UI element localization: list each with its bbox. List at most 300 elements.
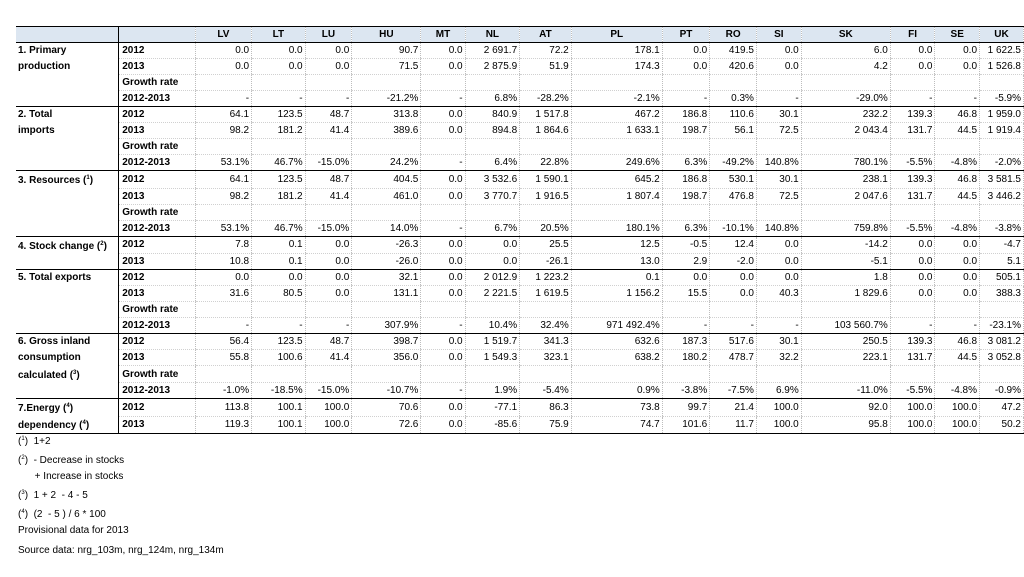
- cell-lt: 123.5: [252, 334, 306, 350]
- table-row: [16, 416, 1024, 434]
- table-row: [16, 171, 1024, 189]
- cell-si: [756, 366, 801, 383]
- cell-fi: 139.3: [890, 171, 935, 189]
- cell-lu: 48.7: [305, 107, 352, 123]
- cell-hu: [352, 366, 421, 383]
- cell-lu: [305, 75, 352, 91]
- cell-ro: [710, 366, 757, 383]
- cell-lv: 0.0: [195, 43, 251, 59]
- cell-pt: 198.7: [662, 123, 710, 139]
- cell-ro: 11.7: [710, 416, 757, 434]
- cell-at: 341.3: [520, 334, 572, 350]
- row-label: [16, 59, 119, 75]
- cell-nl: 10.4%: [465, 318, 520, 334]
- cell-fi: 0.0: [890, 286, 935, 302]
- cell-pl: 632.6: [571, 334, 662, 350]
- cell-fi: 131.7: [890, 350, 935, 366]
- row-label: [16, 155, 119, 171]
- cell-nl: 2 221.5: [465, 286, 520, 302]
- cell-si: [756, 204, 801, 220]
- cell-hu: 404.5: [352, 171, 421, 189]
- row-label: [16, 107, 119, 123]
- column-header-lt: LT: [252, 27, 306, 43]
- cell-fi: 0.0: [890, 59, 935, 75]
- cell-sk: 250.5: [801, 334, 890, 350]
- table-row: [16, 334, 1024, 350]
- cell-lt: 181.2: [252, 188, 306, 204]
- cell-hu: -10.7%: [352, 383, 421, 399]
- cell-nl: -77.1: [465, 399, 520, 417]
- cell-si: 0.0: [756, 270, 801, 286]
- cell-pt: [662, 302, 710, 318]
- cell-lv: 7.8: [195, 236, 251, 254]
- cell-at: 86.3: [520, 399, 572, 417]
- cell-lt: 181.2: [252, 123, 306, 139]
- cell-mt: -: [421, 383, 465, 399]
- cell-sk: [801, 302, 890, 318]
- cell-se: [935, 302, 980, 318]
- cell-fi: 139.3: [890, 107, 935, 123]
- footnote: ($^3$) 1 + 2 - 4 - 5: [18, 490, 88, 501]
- footnote-text: 1 + 2 - 4 - 5: [33, 490, 88, 501]
- column-header-fi: FI: [890, 27, 935, 43]
- cell-fi: 0.0: [890, 43, 935, 59]
- table-row: [16, 270, 1024, 286]
- footnote-text: + Increase in stocks: [34, 471, 124, 482]
- cell-uk: 1 959.0: [980, 107, 1024, 123]
- cell-si: -: [756, 91, 801, 107]
- cell-lv: [195, 139, 251, 155]
- cell-lt: [252, 302, 306, 318]
- cell-fi: [890, 366, 935, 383]
- cell-ro: 21.4: [710, 399, 757, 417]
- cell-mt: 0.0: [421, 123, 465, 139]
- cell-pt: 0.0: [662, 59, 710, 75]
- cell-at: 22.8%: [520, 155, 572, 171]
- cell-se: 0.0: [935, 254, 980, 270]
- table-row: [16, 350, 1024, 366]
- cell-ro: 420.6: [710, 59, 757, 75]
- cell-hu: 307.9%: [352, 318, 421, 334]
- cell-nl: 1 519.7: [465, 334, 520, 350]
- cell-se: -4.8%: [935, 155, 980, 171]
- cell-uk: 3 581.5: [980, 171, 1024, 189]
- cell-sk: -11.0%: [801, 383, 890, 399]
- cell-pl: 178.1: [571, 43, 662, 59]
- cell-lv: [195, 75, 251, 91]
- footnote: ($^1$) 1+2: [18, 436, 51, 447]
- cell-pl: 638.2: [571, 350, 662, 366]
- cell-mt: 0.0: [421, 171, 465, 189]
- cell-lt: 0.0: [252, 59, 306, 75]
- cell-lv: -1.0%: [195, 383, 251, 399]
- cell-si: 40.3: [756, 286, 801, 302]
- footnote-text: - Decrease in stocks: [33, 455, 125, 466]
- cell-at: -26.1: [520, 254, 572, 270]
- footnote-ref: 4: [66, 403, 70, 409]
- cell-lv: 10.8: [195, 254, 251, 270]
- cell-mt: 0.0: [421, 286, 465, 302]
- row-label: 7.Energy ($^4$): [18, 403, 74, 414]
- table-row: [16, 43, 1024, 59]
- year-label: 2013: [119, 416, 196, 434]
- cell-uk: -2.0%: [980, 155, 1024, 171]
- cell-se: 0.0: [935, 59, 980, 75]
- footnote-marker: 4: [21, 509, 25, 515]
- cell-se: 46.8: [935, 334, 980, 350]
- cell-nl: 2 875.9: [465, 59, 520, 75]
- footnote-ref: 4: [82, 420, 86, 426]
- cell-mt: [421, 366, 465, 383]
- cell-lu: -: [305, 318, 352, 334]
- source-note: Source data: nrg_103m, nrg_124m, nrg_134m: [18, 545, 224, 556]
- footnote: [18, 523, 129, 539]
- row-label: [16, 254, 119, 270]
- cell-lv: 98.2: [195, 188, 251, 204]
- cell-ro: 56.1: [710, 123, 757, 139]
- cell-nl: 0.0: [465, 254, 520, 270]
- cell-sk: 1 829.6: [801, 286, 890, 302]
- cell-pt: 180.2: [662, 350, 710, 366]
- cell-si: [756, 139, 801, 155]
- cell-nl: 6.8%: [465, 91, 520, 107]
- cell-hu: 14.0%: [352, 220, 421, 236]
- cell-lv: 56.4: [195, 334, 251, 350]
- cell-lu: 0.0: [305, 254, 352, 270]
- cell-at: 323.1: [520, 350, 572, 366]
- cell-sk: 232.2: [801, 107, 890, 123]
- cell-sk: 759.8%: [801, 220, 890, 236]
- cell-lt: 123.5: [252, 171, 306, 189]
- cell-se: -4.8%: [935, 220, 980, 236]
- table-row: [16, 75, 1024, 91]
- cell-lu: 0.0: [305, 286, 352, 302]
- column-header-se: SE: [935, 27, 980, 43]
- cell-nl: 6.4%: [465, 155, 520, 171]
- cell-uk: [980, 302, 1024, 318]
- cell-lt: 46.7%: [252, 220, 306, 236]
- cell-pt: -3.8%: [662, 383, 710, 399]
- cell-at: -5.4%: [520, 383, 572, 399]
- cell-at: 72.2: [520, 43, 572, 59]
- cell-pt: 2.9: [662, 254, 710, 270]
- year-label: 2012-2013: [119, 383, 196, 399]
- cell-pl: [571, 139, 662, 155]
- table-row: [16, 236, 1024, 254]
- cell-mt: 0.0: [421, 254, 465, 270]
- cell-pt: [662, 204, 710, 220]
- row-label-text: 2. Total: [18, 109, 53, 121]
- cell-si: 0.0: [756, 59, 801, 75]
- cell-lu: 41.4: [305, 188, 352, 204]
- cell-at: 1 223.2: [520, 270, 572, 286]
- table-row: [16, 383, 1024, 399]
- cell-fi: [890, 139, 935, 155]
- row-label: [16, 383, 119, 399]
- cell-at: [520, 366, 572, 383]
- cell-lu: 48.7: [305, 171, 352, 189]
- cell-ro: [710, 75, 757, 91]
- cell-pl: -2.1%: [571, 91, 662, 107]
- cell-uk: 505.1: [980, 270, 1024, 286]
- cell-at: 1 916.5: [520, 188, 572, 204]
- cell-ro: -10.1%: [710, 220, 757, 236]
- footnote-text: 1+2: [33, 436, 51, 447]
- cell-hu: -21.2%: [352, 91, 421, 107]
- cell-lt: 46.7%: [252, 155, 306, 171]
- cell-sk: 238.1: [801, 171, 890, 189]
- cell-pt: 6.3%: [662, 155, 710, 171]
- row-label: [16, 91, 119, 107]
- cell-se: [935, 366, 980, 383]
- row-label-text: 4. Stock change: [18, 240, 95, 252]
- cell-ro: 0.0: [710, 270, 757, 286]
- cell-si: -: [756, 318, 801, 334]
- cell-se: 44.5: [935, 123, 980, 139]
- table-row: [16, 107, 1024, 123]
- cell-si: 100.0: [756, 416, 801, 434]
- cell-pt: 186.8: [662, 107, 710, 123]
- cell-hu: 71.5: [352, 59, 421, 75]
- cell-uk: 388.3: [980, 286, 1024, 302]
- row-label-text: 7.Energy: [18, 403, 61, 414]
- table-row: [16, 254, 1024, 270]
- footnote-marker: 1: [21, 436, 25, 442]
- cell-lu: -15.0%: [305, 155, 352, 171]
- cell-lt: 100.1: [252, 416, 306, 434]
- cell-hu: [352, 204, 421, 220]
- cell-hu: [352, 75, 421, 91]
- table-row: [16, 399, 1024, 417]
- year-label: 2012: [119, 43, 196, 59]
- cell-at: 20.5%: [520, 220, 572, 236]
- cell-se: [935, 75, 980, 91]
- cell-uk: 1 622.5: [980, 43, 1024, 59]
- cell-nl: [465, 139, 520, 155]
- cell-at: 25.5: [520, 236, 572, 254]
- cell-lv: [195, 366, 251, 383]
- cell-lt: 0.0: [252, 270, 306, 286]
- cell-si: 0.0: [756, 236, 801, 254]
- cell-mt: [421, 204, 465, 220]
- cell-se: [935, 204, 980, 220]
- cell-ro: [710, 204, 757, 220]
- footnote-marker: 3: [21, 490, 25, 496]
- header-row: [16, 27, 1024, 43]
- cell-at: [520, 75, 572, 91]
- cell-ro: [710, 302, 757, 318]
- cell-uk: -23.1%: [980, 318, 1024, 334]
- cell-mt: -: [421, 91, 465, 107]
- cell-pt: 186.8: [662, 171, 710, 189]
- row-label: [16, 75, 119, 91]
- cell-pl: 12.5: [571, 236, 662, 254]
- year-label: Growth rate: [119, 75, 196, 91]
- cell-pl: 1 156.2: [571, 286, 662, 302]
- row-label: [16, 286, 119, 302]
- row-label: [16, 43, 119, 59]
- cell-ro: 476.8: [710, 188, 757, 204]
- cell-fi: [890, 75, 935, 91]
- row-label-text: production: [18, 61, 71, 72]
- cell-sk: 4.2: [801, 59, 890, 75]
- cell-pt: [662, 75, 710, 91]
- column-header-lv: LV: [195, 27, 251, 43]
- cell-mt: 0.0: [421, 399, 465, 417]
- cell-se: 44.5: [935, 188, 980, 204]
- cell-pl: 645.2: [571, 171, 662, 189]
- cell-nl: [465, 366, 520, 383]
- footnote: [18, 469, 129, 485]
- cell-ro: -2.0: [710, 254, 757, 270]
- cell-pt: [662, 366, 710, 383]
- cell-si: 72.5: [756, 188, 801, 204]
- cell-fi: 0.0: [890, 236, 935, 254]
- year-label: 2012: [119, 107, 196, 123]
- cell-hu: 461.0: [352, 188, 421, 204]
- cell-mt: 0.0: [421, 188, 465, 204]
- row-label-text: dependency: [18, 420, 77, 431]
- cell-at: 1 619.5: [520, 286, 572, 302]
- cell-se: 100.0: [935, 416, 980, 434]
- cell-uk: -0.9%: [980, 383, 1024, 399]
- cell-pl: 0.9%: [571, 383, 662, 399]
- cell-sk: 780.1%: [801, 155, 890, 171]
- row-label: [16, 350, 119, 366]
- column-header-uk: UK: [980, 27, 1024, 43]
- header-blank: [16, 27, 119, 43]
- column-header-at: AT: [520, 27, 572, 43]
- cell-lv: 119.3: [195, 416, 251, 434]
- cell-hu: 90.7: [352, 43, 421, 59]
- footnote-text: (2 - 5 ) / 6 * 100: [33, 509, 106, 520]
- cell-mt: 0.0: [421, 350, 465, 366]
- cell-sk: [801, 139, 890, 155]
- cell-sk: -14.2: [801, 236, 890, 254]
- cell-sk: 2 047.6: [801, 188, 890, 204]
- cell-fi: 0.0: [890, 254, 935, 270]
- year-label: 2012: [119, 171, 196, 189]
- cell-hu: 313.8: [352, 107, 421, 123]
- cell-uk: 1 919.4: [980, 123, 1024, 139]
- cell-hu: 32.1: [352, 270, 421, 286]
- year-label: 2013: [119, 254, 196, 270]
- cell-at: 1 864.6: [520, 123, 572, 139]
- cell-lv: -: [195, 91, 251, 107]
- cell-fi: -: [890, 318, 935, 334]
- cell-fi: 139.3: [890, 334, 935, 350]
- cell-lv: 53.1%: [195, 220, 251, 236]
- row-label: calculated ($^3$): [18, 369, 80, 381]
- column-header-pt: PT: [662, 27, 710, 43]
- cell-sk: [801, 75, 890, 91]
- cell-nl: 894.8: [465, 123, 520, 139]
- year-label: 2013: [119, 286, 196, 302]
- cell-uk: -3.8%: [980, 220, 1024, 236]
- cell-si: 30.1: [756, 107, 801, 123]
- cell-hu: 398.7: [352, 334, 421, 350]
- cell-lt: 80.5: [252, 286, 306, 302]
- cell-lu: 0.0: [305, 270, 352, 286]
- cell-fi: 0.0: [890, 270, 935, 286]
- footnote: ($^2$) - Decrease in stocks: [18, 455, 125, 466]
- cell-ro: -: [710, 318, 757, 334]
- cell-nl: 6.7%: [465, 220, 520, 236]
- row-label: 4. Stock change ($^2$): [18, 240, 107, 252]
- cell-ro: 110.6: [710, 107, 757, 123]
- row-label-text: imports: [18, 125, 55, 136]
- cell-ro: 517.6: [710, 334, 757, 350]
- cell-pl: 467.2: [571, 107, 662, 123]
- cell-sk: 92.0: [801, 399, 890, 417]
- cell-lu: 41.4: [305, 350, 352, 366]
- cell-at: 75.9: [520, 416, 572, 434]
- row-label-text: consumption: [18, 352, 81, 363]
- cell-uk: [980, 204, 1024, 220]
- cell-hu: [352, 302, 421, 318]
- cell-si: 0.0: [756, 254, 801, 270]
- cell-lv: 0.0: [195, 59, 251, 75]
- cell-lt: -: [252, 318, 306, 334]
- cell-uk: [980, 75, 1024, 91]
- cell-mt: 0.0: [421, 270, 465, 286]
- cell-lv: [195, 302, 251, 318]
- cell-lu: [305, 366, 352, 383]
- cell-at: [520, 139, 572, 155]
- cell-lv: 55.8: [195, 350, 251, 366]
- cell-sk: -29.0%: [801, 91, 890, 107]
- table-row: [16, 123, 1024, 139]
- cell-mt: -: [421, 220, 465, 236]
- cell-at: 1 590.1: [520, 171, 572, 189]
- cell-lu: -15.0%: [305, 383, 352, 399]
- cell-mt: -: [421, 318, 465, 334]
- cell-pt: 198.7: [662, 188, 710, 204]
- cell-hu: -26.3: [352, 236, 421, 254]
- cell-nl: 2 691.7: [465, 43, 520, 59]
- header-blank-year: [119, 27, 196, 43]
- cell-pl: 13.0: [571, 254, 662, 270]
- cell-ro: 12.4: [710, 236, 757, 254]
- cell-fi: -5.5%: [890, 155, 935, 171]
- cell-hu: 356.0: [352, 350, 421, 366]
- cell-nl: 1 549.3: [465, 350, 520, 366]
- cell-fi: [890, 204, 935, 220]
- cell-pt: 187.3: [662, 334, 710, 350]
- row-label: [16, 188, 119, 204]
- row-label: [16, 220, 119, 236]
- cell-si: 140.8%: [756, 220, 801, 236]
- cell-se: 46.8: [935, 107, 980, 123]
- cell-sk: [801, 366, 890, 383]
- cell-lu: [305, 139, 352, 155]
- table-row: [16, 220, 1024, 236]
- cell-pl: 0.1: [571, 270, 662, 286]
- cell-lv: -: [195, 318, 251, 334]
- cell-ro: 419.5: [710, 43, 757, 59]
- cell-nl: [465, 302, 520, 318]
- footnote-ref: 2: [100, 240, 104, 247]
- cell-pl: [571, 366, 662, 383]
- cell-si: 140.8%: [756, 155, 801, 171]
- cell-mt: 0.0: [421, 236, 465, 254]
- cell-se: -: [935, 318, 980, 334]
- cell-nl: -85.6: [465, 416, 520, 434]
- cell-nl: 3 770.7: [465, 188, 520, 204]
- column-header-ro: RO: [710, 27, 757, 43]
- cell-si: 30.1: [756, 334, 801, 350]
- year-label: 2013: [119, 123, 196, 139]
